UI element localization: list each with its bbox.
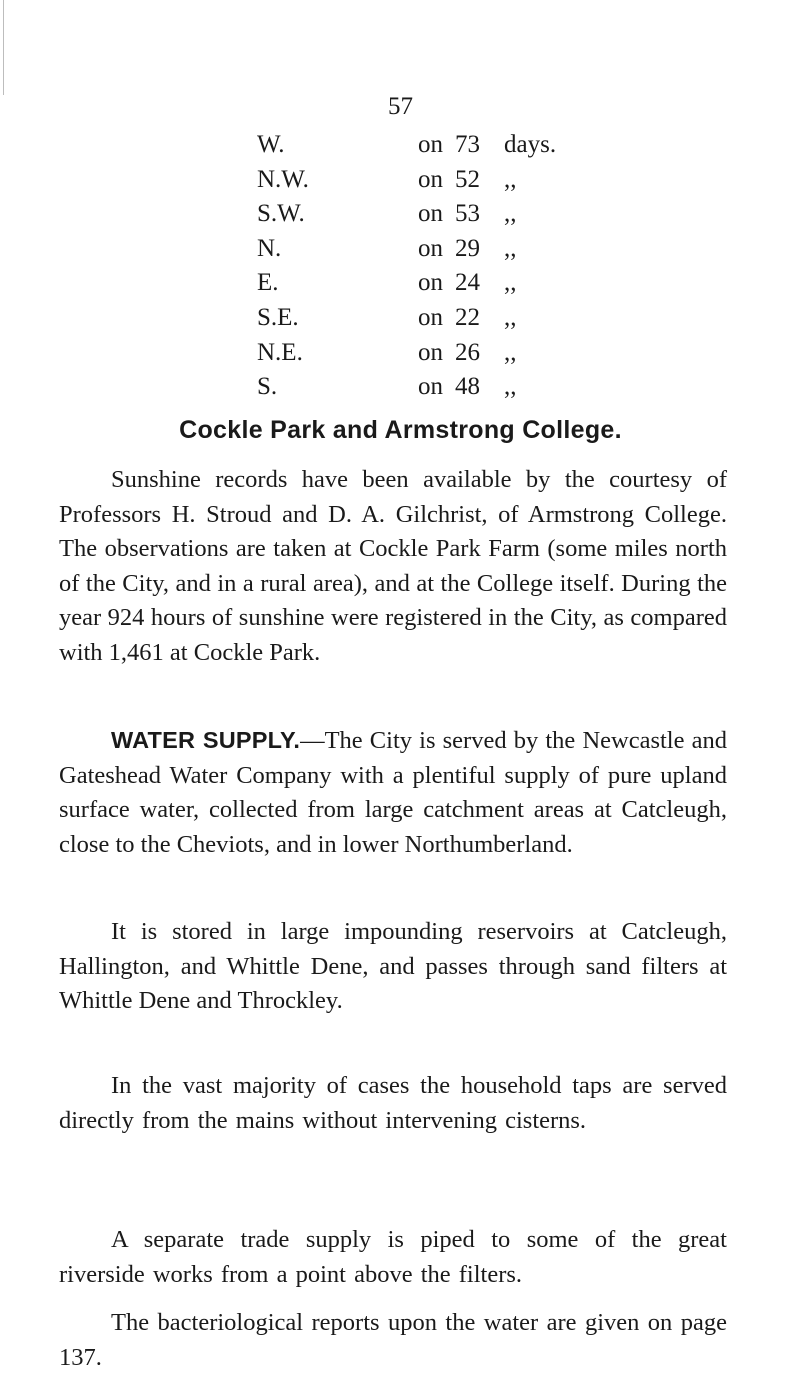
storage-paragraph bbox=[59, 915, 727, 1019]
wind-direction: N.E. bbox=[257, 338, 303, 366]
sunshine-text: Sunshine records have been available by the courtesy of Professors H. Stroud and D. A. Gilchrist, of Armstrong College. The observations are taken at Cockle Park Farm (some miles north of the City, and in a rural area), and at the College itself. During the year 924 hours of sunshine were registered in the City, as compared with 1,461 at Cockle Park. bbox=[59, 466, 727, 666]
ditto-mark: ,, bbox=[504, 165, 517, 193]
ditto-mark: ,, bbox=[504, 303, 517, 331]
day-count: 53 bbox=[455, 200, 480, 228]
day-count: 26 bbox=[455, 338, 480, 366]
day-count: 29 bbox=[455, 234, 480, 262]
day-count: 48 bbox=[455, 373, 480, 401]
ditto-mark: ,, bbox=[504, 338, 517, 366]
on-label: on bbox=[418, 269, 443, 297]
taps-paragraph bbox=[59, 1069, 727, 1138]
section-heading: Cockle Park and Armstrong College. bbox=[179, 416, 622, 444]
on-label: on bbox=[418, 338, 443, 366]
storage-text: It is stored in large impounding reservoirs at Catcleugh, Hallington, and Whittle Dene, and passes through sand filters at Whittle Dene and Throckley. bbox=[59, 918, 727, 1015]
water-supply-text: —The City is served by the Newcastle and Gateshead Water Company with a plentiful supply of pure upland surface water, collected from large catchment areas at Catcleugh, close to the Cheviots, and in lower Northumberland. bbox=[59, 727, 728, 858]
taps-text: In the vast majority of cases the household taps are served directly from the mains without intervening cisterns. bbox=[59, 1072, 727, 1134]
wind-direction: N. bbox=[257, 234, 282, 262]
ditto-mark: ,, bbox=[504, 200, 517, 228]
day-count: 73 bbox=[455, 131, 480, 158]
on-label: on bbox=[418, 200, 443, 228]
on-label: on bbox=[418, 165, 443, 193]
on-label: on bbox=[418, 234, 443, 262]
on-label: on bbox=[418, 131, 443, 158]
reports-paragraph bbox=[59, 1306, 727, 1375]
ditto-mark: ,, bbox=[504, 234, 517, 262]
day-count: 24 bbox=[455, 269, 480, 297]
page-edge-line bbox=[3, 0, 4, 95]
unit-label: days. bbox=[504, 131, 557, 158]
wind-direction: N.W. bbox=[257, 165, 309, 193]
trade-supply-paragraph bbox=[59, 1223, 727, 1292]
sunshine-paragraph bbox=[59, 463, 727, 671]
reports-text: The bacteriological reports upon the water are given on page 137. bbox=[59, 1309, 727, 1371]
ditto-mark: ,, bbox=[504, 269, 517, 297]
wind-direction: E. bbox=[257, 269, 279, 297]
wind-direction: S.W. bbox=[257, 200, 305, 228]
page-number: 57 bbox=[388, 93, 413, 120]
wind-direction: S.E. bbox=[257, 303, 299, 331]
day-count: 52 bbox=[455, 165, 480, 193]
on-label: on bbox=[418, 303, 443, 331]
wind-direction: W. bbox=[257, 131, 285, 158]
day-count: 22 bbox=[455, 303, 480, 331]
water-supply-paragraph bbox=[59, 723, 727, 862]
on-label: on bbox=[418, 373, 443, 401]
wind-direction: S. bbox=[257, 373, 278, 401]
water-supply-heading: WATER SUPPLY. bbox=[111, 727, 301, 753]
ditto-mark: ,, bbox=[504, 373, 517, 401]
trade-supply-text: A separate trade supply is piped to some of the great riverside works from a point above the filters. bbox=[59, 1226, 727, 1288]
